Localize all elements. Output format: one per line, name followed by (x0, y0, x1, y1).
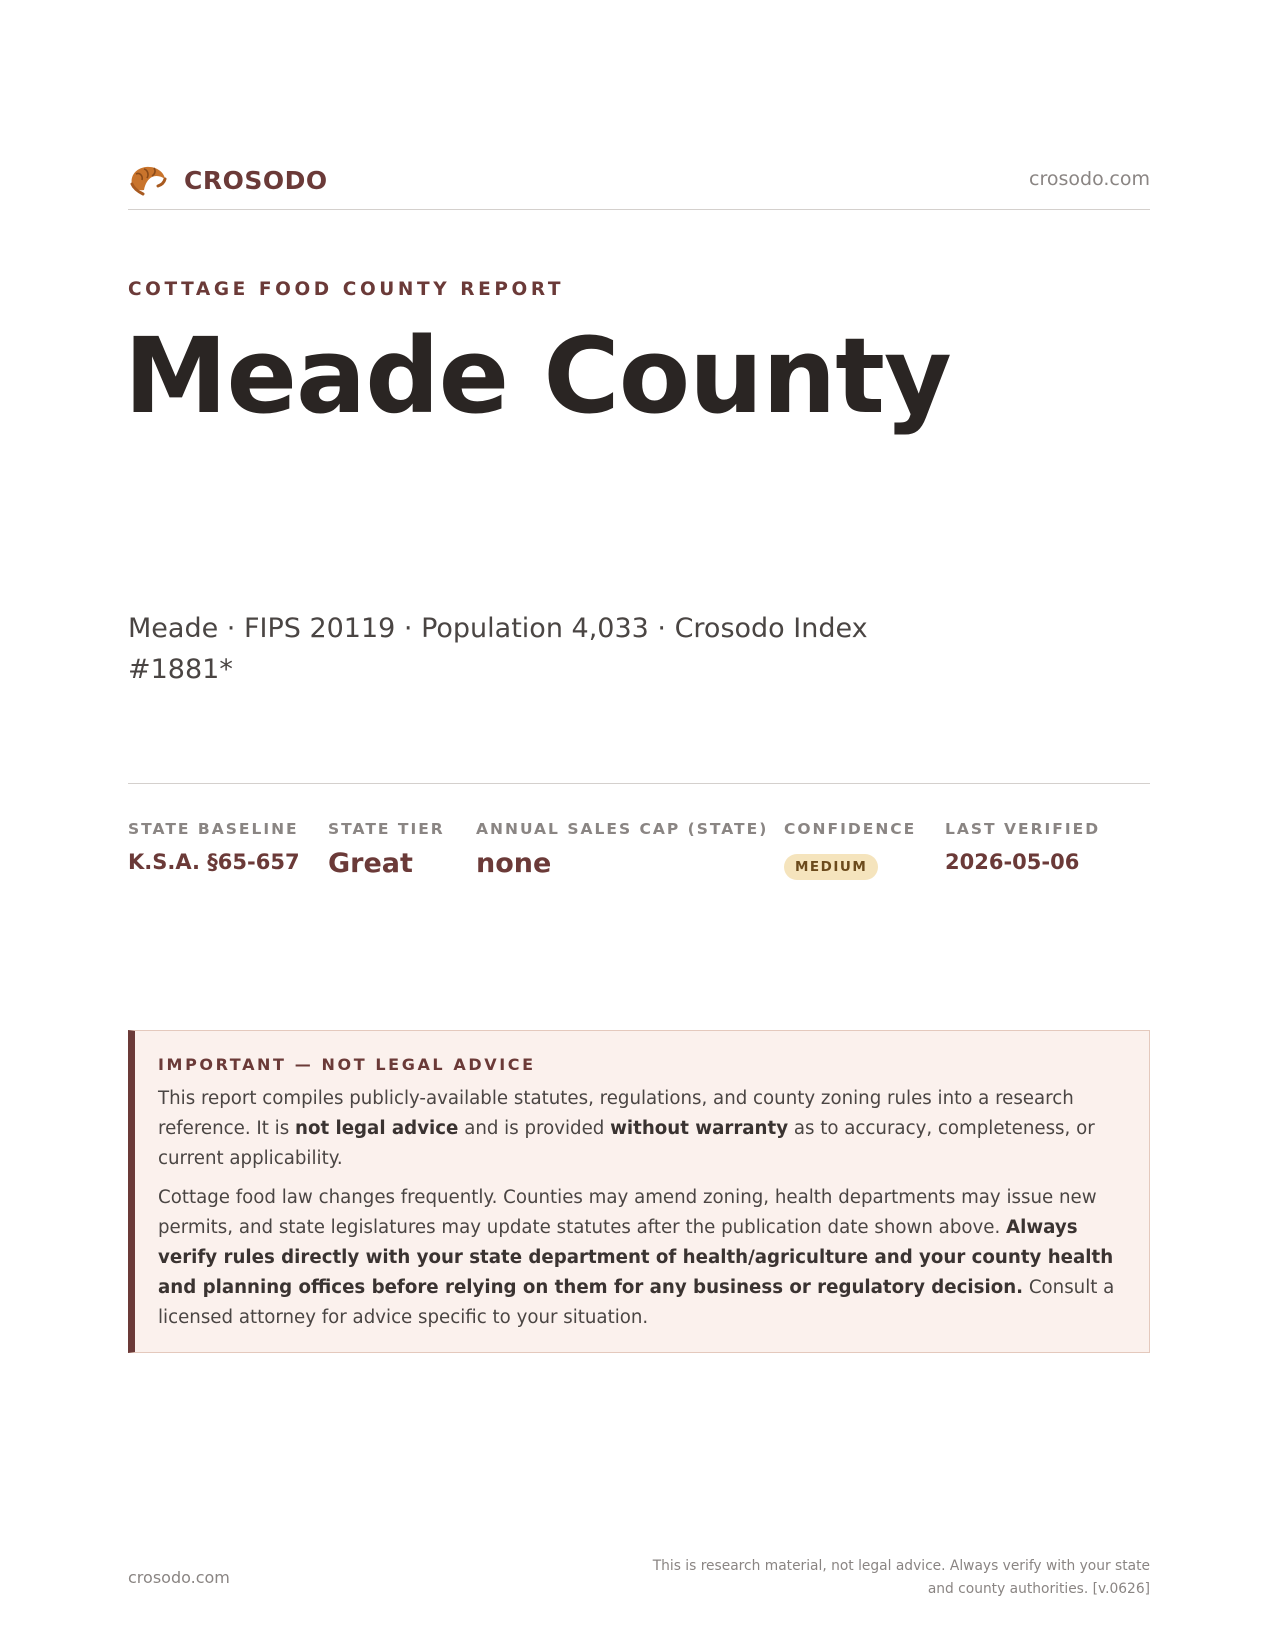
notice-paragraph-2 (158, 1183, 1121, 1333)
notice-emphasis: not legal advice (295, 1118, 459, 1139)
stat-value: none (476, 848, 552, 879)
notice-text: This report compiles publicly-available statutes, regulations, and county zoning rules into a research reference. It is (158, 1088, 1074, 1139)
notice-emphasis: without warranty (610, 1118, 789, 1139)
page-title: Meade County (124, 315, 951, 437)
county-index-line: #1881* (128, 654, 233, 685)
county-summary-line: Meade · FIPS 20119 · Population 4,033 · Crosodo Index (128, 613, 868, 644)
footer-disclaimer (630, 1555, 1150, 1601)
notice-text: as to accuracy, completeness, or current applicability. (158, 1118, 1095, 1169)
stat-label: STATE BASELINE (128, 820, 299, 838)
notice-text: Cottage food law changes frequently. Counties may amend zoning, health departments may issue new permits, and state legislatures may update statutes after the publication date shown above. (158, 1187, 1097, 1238)
notice-text: Consult a licensed attorney for advice specific to your situation. (158, 1277, 1115, 1328)
report-page (124, 0, 1150, 1650)
county-summary (128, 608, 908, 690)
footer-site-url[interactable]: crosodo.com (128, 1568, 230, 1587)
site-url-link[interactable]: crosodo.com (1029, 168, 1150, 190)
stat-label: CONFIDENCE (784, 820, 917, 838)
page-header (128, 158, 1150, 210)
notice-heading: IMPORTANT — NOT LEGAL ADVICE (158, 1055, 536, 1074)
legal-notice (128, 1030, 1150, 1353)
notice-emphasis: Always verify rules directly with your state department of health/agriculture and your county health and planning offices before relying on them for any business or regulatory decision. (158, 1217, 1114, 1298)
notice-paragraph-1 (158, 1084, 1121, 1174)
stats-divider (128, 783, 1150, 784)
stat-annual-sales-cap (476, 820, 768, 879)
stat-label: STATE TIER (328, 820, 445, 838)
stat-state-baseline (128, 820, 300, 874)
notice-text: and is provided (458, 1118, 611, 1139)
report-eyebrow: COTTAGE FOOD COUNTY REPORT (128, 279, 565, 300)
stat-value: 2026-05-06 (945, 850, 1080, 874)
stat-confidence (784, 820, 916, 880)
stat-last-verified (945, 820, 1100, 874)
brand-name: CROSODO (184, 165, 328, 195)
confidence-badge: MEDIUM (784, 854, 878, 880)
stat-label: ANNUAL SALES CAP (STATE) (476, 820, 769, 838)
stat-value: Great (328, 848, 413, 879)
stat-state-tier (328, 820, 445, 879)
brand[interactable] (128, 162, 328, 198)
stat-label: LAST VERIFIED (945, 820, 1101, 838)
stat-value: K.S.A. §65-657 (128, 850, 300, 874)
croissant-icon (128, 162, 168, 198)
footer-disclaimer-line: and county authorities. [v.0626] (927, 1581, 1150, 1597)
footer-disclaimer-line: This is research material, not legal advice. Always verify with your state (652, 1558, 1150, 1574)
